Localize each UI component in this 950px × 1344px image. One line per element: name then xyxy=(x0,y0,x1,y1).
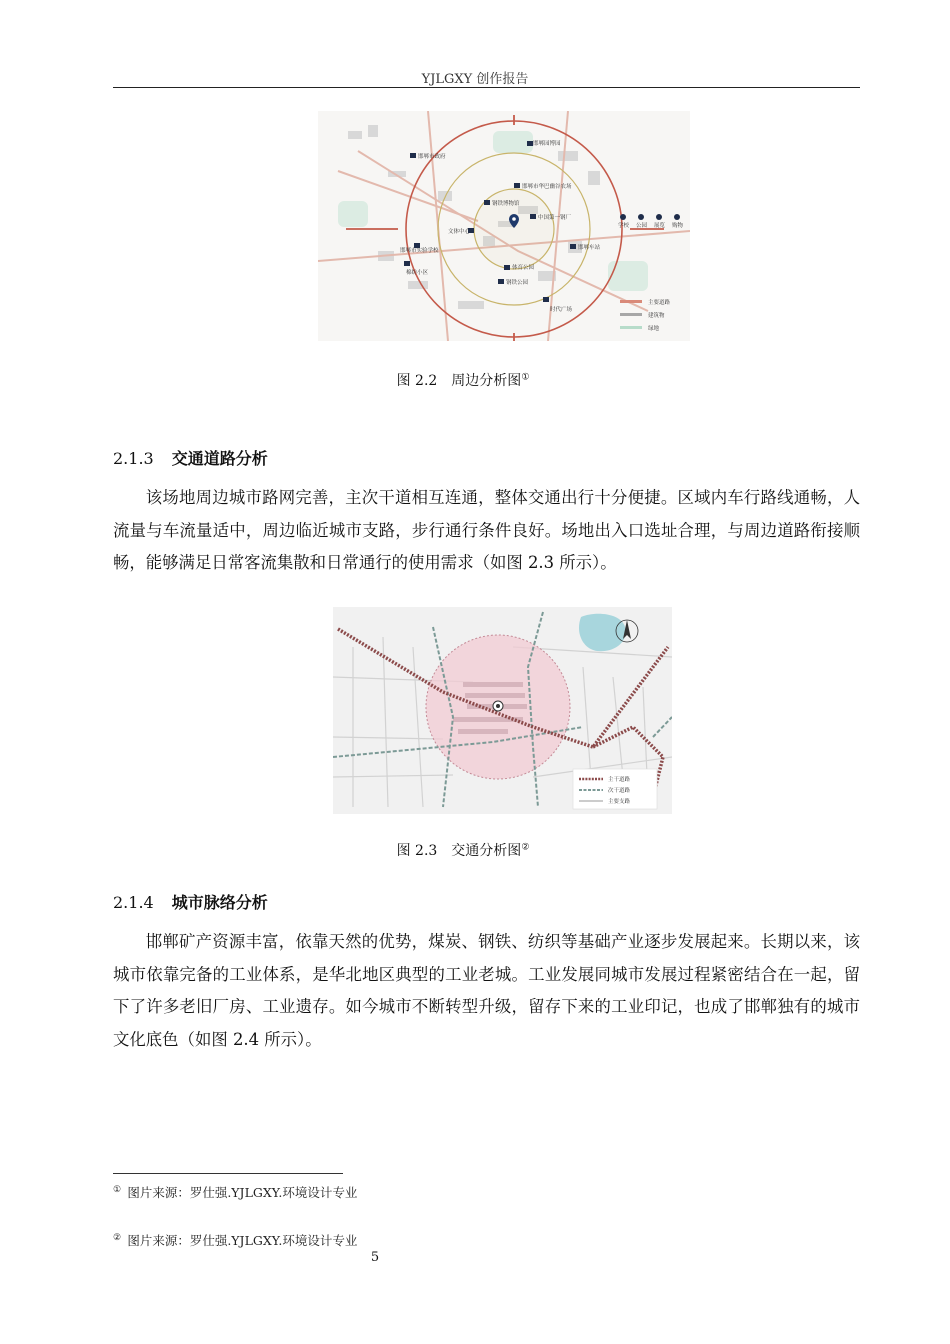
map-label: 邯郸市实验学校 xyxy=(400,248,439,254)
page-header: YJLGXY 创作报告 xyxy=(421,72,529,87)
legend-building: 建筑物 xyxy=(648,313,665,319)
legend-green: 绿地 xyxy=(648,326,660,332)
section-number: 2.1.4 xyxy=(113,893,154,912)
paragraph-traffic: 该场地周边城市路网完善，主次干道相互连通，整体交通出行十分便捷。区域内车行路线通畅，人流量与车流量适中，周边临近城市支路，步行通行条件良好。场地出入口选址合理，与周边道路衔接顺畅，能够满足日常客流集散和日常通行的使用需求（如图 2.3 所示）。 xyxy=(113,488,860,572)
section-number: 2.1.3 xyxy=(113,449,154,468)
header-rule xyxy=(113,87,860,88)
map-label: 邯郸市华巴幽谷农场 xyxy=(522,184,572,190)
poi-legend-park: 公园 xyxy=(636,223,648,229)
caption-text: 图 2.3 交通分析图 xyxy=(396,843,522,859)
legend-main-road: 主要道路 xyxy=(648,300,671,306)
footnote-mark: ② xyxy=(113,1232,122,1243)
map-label: 时代广场 xyxy=(550,307,573,313)
map-label: 文体中心 xyxy=(448,229,471,235)
map-label: 钢铁博物馆 xyxy=(492,201,520,207)
caption-text: 图 2.2 周边分析图 xyxy=(396,373,522,389)
legend-primary-road: 主干道路 xyxy=(608,777,631,783)
poi-legend-shopping: 购物 xyxy=(672,223,684,229)
section-title: 交通道路分析 xyxy=(171,449,268,468)
traffic-map xyxy=(333,607,672,814)
poi-legend-school: 学校 xyxy=(618,223,630,229)
footnote-1 xyxy=(113,1183,357,1201)
map-label: 钢铁公园 xyxy=(506,280,529,286)
footnote-2 xyxy=(113,1231,357,1249)
map-label: 邯郸市政府 xyxy=(418,154,446,160)
footnote-text: 图片来源：罗仕强.YJLGXY.环境设计专业 xyxy=(127,1233,358,1248)
page-number: 5 xyxy=(370,1250,380,1265)
footnote-rule xyxy=(113,1173,343,1174)
footnote-ref: ② xyxy=(521,842,530,853)
map-label: 体育公园 xyxy=(512,265,535,271)
map-label: 棉纺小区 xyxy=(406,270,429,276)
map-label: 邯郸车站 xyxy=(578,245,601,251)
figure-2-3-caption xyxy=(0,840,938,860)
footnote-mark: ① xyxy=(113,1184,122,1195)
footnote-ref: ① xyxy=(521,372,530,383)
surrounding-map xyxy=(318,111,690,341)
map-label: 邯郸园博园 xyxy=(533,141,561,147)
legend-branch-road: 主要支路 xyxy=(608,799,631,805)
figure-traffic-analysis xyxy=(333,607,672,814)
legend-secondary-road: 次干道路 xyxy=(608,788,631,794)
paragraph-city-context: 邯郸矿产资源丰富，依靠天然的优势，煤炭、钢铁、纺织等基础产业逐步发展起来。长期以来，该城市依靠完备的工业体系，是华北地区典型的工业老城。工业发展同城市发展过程紧密结合在一起，留下了许多老旧厂房、工业遗存。如今城市不断转型升级，留存下来的工业印记，也成了邯郸独有的城市文化底色（如图 2.4 所示）。 xyxy=(113,932,860,1049)
section-heading-2-1-3 xyxy=(113,446,268,469)
map-label: 中国第一钢厂 xyxy=(538,215,572,221)
figure-2-2-caption xyxy=(0,370,938,390)
figure-surrounding-analysis xyxy=(318,111,690,341)
section-title: 城市脉络分析 xyxy=(171,893,268,912)
footnote-text: 图片来源：罗仕强.YJLGXY.环境设计专业 xyxy=(127,1185,358,1200)
section-heading-2-1-4 xyxy=(113,890,268,913)
poi-legend-exhibit: 展览 xyxy=(654,223,666,229)
